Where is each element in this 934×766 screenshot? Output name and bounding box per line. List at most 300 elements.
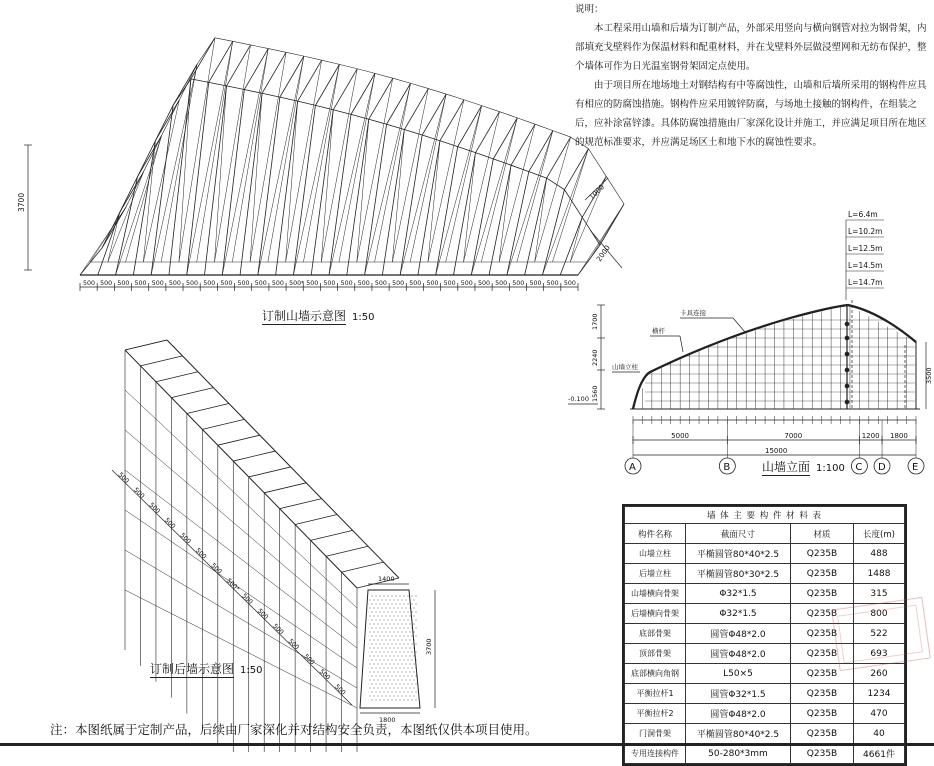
- fill-dot: [408, 700, 409, 701]
- fill-dot: [412, 620, 413, 621]
- gable-column: [329, 114, 351, 275]
- fill-dot: [372, 684, 373, 685]
- fill-dot: [398, 632, 399, 633]
- cell-section: 平椭圆管80*40*2.5: [686, 724, 791, 744]
- fill-dot: [376, 676, 377, 677]
- rear-spacing-label: 500: [286, 637, 301, 652]
- fill-dot: [372, 652, 373, 653]
- gable-top-chord: [304, 56, 322, 60]
- fill-dot: [394, 680, 395, 681]
- fill-dot: [406, 648, 407, 649]
- fill-dot: [380, 628, 381, 629]
- fill-dot: [370, 680, 371, 681]
- cell-material: Q235B: [791, 704, 854, 724]
- gable-top-chord: [102, 212, 120, 248]
- fill-dot: [374, 600, 375, 601]
- fill-dot: [394, 600, 395, 601]
- gable-top-chord: [606, 176, 624, 204]
- cell-section: 50-280*3mm: [686, 744, 791, 764]
- fill-dot: [370, 656, 371, 657]
- gable-rear-column: [499, 124, 535, 262]
- fill-dot: [388, 596, 389, 597]
- fill-dot: [414, 632, 415, 633]
- fill-dot: [384, 596, 385, 597]
- fill-dot: [410, 648, 411, 649]
- gable-rear-column: [535, 137, 571, 262]
- gable-brace: [329, 73, 375, 275]
- gable-top-chord: [517, 118, 535, 124]
- fill-dot: [416, 636, 417, 637]
- length-label: L=6.4m: [848, 210, 878, 219]
- fill-dot: [414, 680, 415, 681]
- spacing-label: 500: [306, 280, 319, 287]
- cell-material: Q235B: [791, 744, 854, 764]
- cell-length: 1234: [854, 684, 905, 704]
- rear-top-rung: [171, 388, 213, 398]
- material-table-title: 墙 体 主 要 构 件 材 料 表: [625, 507, 905, 524]
- fill-dot: [378, 664, 379, 665]
- gable-top-rung: [511, 124, 535, 165]
- header-material: 材质: [791, 524, 854, 544]
- fill-dot: [378, 688, 379, 689]
- gable-top-chord: [535, 124, 553, 130]
- fill-dot: [408, 668, 409, 669]
- fill-dot: [410, 624, 411, 625]
- fill-dot: [400, 684, 401, 685]
- spacing-label: 500: [186, 280, 199, 287]
- rear-spacing-label: 500: [209, 562, 223, 576]
- fill-dot: [382, 680, 383, 681]
- connector-dot: [845, 400, 849, 404]
- gable-top-rung: [387, 83, 411, 124]
- fill-dot: [388, 700, 389, 701]
- spacing-label: 500: [529, 280, 542, 287]
- fill-dot: [408, 676, 409, 677]
- fill-dot: [408, 684, 409, 685]
- fill-dot: [396, 668, 397, 669]
- fill-dot: [416, 612, 417, 613]
- gable-brace: [222, 49, 268, 275]
- fill-dot: [390, 688, 391, 689]
- cell-section: 圆管Φ48*2.0: [686, 644, 791, 664]
- fill-dot: [382, 696, 383, 697]
- cell-material: Q235B: [791, 584, 854, 604]
- spacing-label: 500: [134, 280, 147, 287]
- gable-rear-column: [321, 69, 357, 262]
- spacing-label: 500: [271, 280, 284, 287]
- fill-dot: [374, 608, 375, 609]
- fill-dot: [396, 676, 397, 677]
- gable-top-chord: [493, 159, 511, 165]
- cell-length: 40: [854, 724, 905, 744]
- fill-dot: [390, 624, 391, 625]
- table-row: [625, 644, 905, 664]
- cell-length: 488: [854, 544, 905, 564]
- fill-dot: [404, 700, 405, 701]
- fill-dot: [412, 692, 413, 693]
- fill-dot: [396, 612, 397, 613]
- gable-top-chord: [482, 106, 500, 112]
- gable-top-chord: [333, 110, 351, 115]
- fill-dot: [382, 688, 383, 689]
- cell-section: 平椭圆管80*40*2.5: [686, 544, 791, 564]
- gable-top-chord: [529, 172, 547, 178]
- span-label: 5000: [671, 432, 689, 440]
- axis-label: D: [878, 462, 886, 473]
- fill-dot: [372, 636, 373, 637]
- spacing-label: 500: [203, 280, 216, 287]
- fill-dot: [392, 692, 393, 693]
- fill-dot: [396, 636, 397, 637]
- gable-caption: [262, 307, 374, 324]
- gable-column: [560, 217, 582, 275]
- rear-spacing-label: 500: [116, 471, 131, 485]
- rear-horizontal-rail: [125, 510, 357, 668]
- rear-top-rung: [233, 451, 275, 461]
- spacing-label: 500: [357, 280, 370, 287]
- fill-dot: [406, 656, 407, 657]
- fill-dot: [388, 612, 389, 613]
- fill-dot: [404, 660, 405, 661]
- connector-dot: [845, 336, 849, 340]
- fill-dot: [378, 632, 379, 633]
- fill-dot: [388, 652, 389, 653]
- fill-dot: [412, 652, 413, 653]
- fill-dot: [378, 616, 379, 617]
- fill-dot: [398, 656, 399, 657]
- gable-top-chord: [233, 41, 251, 45]
- rear-spacing-label: 500: [178, 531, 192, 546]
- fill-dot: [386, 608, 387, 609]
- fill-dot: [374, 648, 375, 649]
- gable-column: [507, 172, 529, 275]
- spacing-label: 500: [409, 280, 422, 287]
- fill-dot: [380, 684, 381, 685]
- sheet-border-bottom: [0, 743, 934, 746]
- fill-dot: [406, 640, 407, 641]
- fill-dot: [378, 640, 379, 641]
- fill-dot: [370, 696, 371, 697]
- cell-material: Q235B: [791, 724, 854, 744]
- gable-top-chord: [268, 49, 286, 53]
- spacing-label: 500: [563, 280, 576, 287]
- rear-spacing-label: 500*: [224, 577, 241, 593]
- fill-dot: [398, 688, 399, 689]
- fill-dot: [392, 620, 393, 621]
- spacing-label: 500: [426, 280, 439, 287]
- fill-dot: [394, 648, 395, 649]
- fill-dot: [392, 676, 393, 677]
- fill-dot: [370, 608, 371, 609]
- fill-dot: [384, 628, 385, 629]
- notes-paragraph-2: 由于项目所在地场地土对钢结构有中等腐蚀性，山墙和后墙所采用的钢构件应具有相应的防腐蚀措施。钢构件应采用镀锌防腐，与场地土接触的钢构件，在组装之后，应补涂富锌漆。具体防腐蚀措施由厂家深化设计并施工，并应满足项目所在地区的规范标准要求，并应满足场区土和地下水的腐蚀性要求。: [575, 80, 927, 148]
- gable-top-chord: [227, 86, 245, 90]
- span-label: 7000: [784, 432, 803, 440]
- rear-top-rung: [264, 483, 306, 493]
- fill-dot: [410, 640, 411, 641]
- fill-dot: [374, 664, 375, 665]
- fill-dot: [374, 680, 375, 681]
- rear-wall-dimensions: [112, 470, 435, 724]
- purlin-label: 横杆: [652, 327, 665, 335]
- fill-dot: [416, 684, 417, 685]
- cell-section: Φ32*1.5: [686, 584, 791, 604]
- fill-dot: [374, 632, 375, 633]
- gable-top-chord: [209, 82, 227, 86]
- cell-component: 底部横向角钢: [625, 664, 686, 684]
- span-label: 1800: [890, 432, 908, 440]
- gable-column: [187, 82, 209, 275]
- fill-dot: [400, 660, 401, 661]
- spacing-label: 500: [460, 280, 473, 287]
- fill-dot: [394, 656, 395, 657]
- fill-dot: [372, 628, 373, 629]
- fill-dot: [378, 696, 379, 697]
- notes-title: 说明：: [575, 4, 604, 15]
- fill-dot: [390, 640, 391, 641]
- fill-dot: [400, 636, 401, 637]
- fill-dot: [408, 644, 409, 645]
- fill-dot: [370, 664, 371, 665]
- gable-top-chord: [215, 38, 233, 42]
- fill-dot: [390, 696, 391, 697]
- fill-dot: [376, 636, 377, 637]
- fill-dot: [394, 688, 395, 689]
- fill-dot: [390, 600, 391, 601]
- fill-dot: [384, 684, 385, 685]
- gable-top-rung: [351, 73, 375, 114]
- table-row: [625, 704, 905, 724]
- fill-dot: [400, 692, 401, 693]
- fill-dot: [390, 656, 391, 657]
- fill-dot: [406, 664, 407, 665]
- rear-top-end: [125, 340, 167, 350]
- table-row: [625, 684, 905, 704]
- gable-top-chord: [476, 153, 494, 159]
- cell-length: 315: [854, 584, 905, 604]
- gable-top-chord: [197, 38, 215, 64]
- fill-dot: [396, 620, 397, 621]
- gable-top-chord: [446, 94, 464, 100]
- fill-dot: [372, 612, 373, 613]
- gable-top-rung: [138, 136, 162, 177]
- fill-dot: [404, 676, 405, 677]
- fill-dot: [414, 672, 415, 673]
- fill-dot: [372, 620, 373, 621]
- level-label: -0.100: [568, 395, 589, 403]
- gable-top-rung: [493, 118, 517, 159]
- cell-material: Q235B: [791, 564, 854, 584]
- spacing-label: 500: [83, 280, 96, 287]
- fill-dot: [414, 656, 415, 657]
- fill-dot: [396, 660, 397, 661]
- cell-length: 1488: [854, 564, 905, 584]
- fill-dot: [388, 636, 389, 637]
- fill-dot: [388, 660, 389, 661]
- fill-dot: [388, 620, 389, 621]
- connector-label: 卡具连接: [680, 309, 706, 317]
- fill-dot: [402, 608, 403, 609]
- gable-wall-3d-frame: [80, 38, 624, 275]
- fill-dot: [376, 700, 377, 701]
- fill-dot: [404, 652, 405, 653]
- fill-dot: [400, 620, 401, 621]
- fill-dot: [388, 668, 389, 669]
- gable-top-chord: [251, 45, 269, 49]
- fill-dot: [386, 672, 387, 673]
- gable-top-chord: [162, 100, 180, 136]
- fill-dot: [380, 692, 381, 693]
- spacing-label: 500: [495, 280, 508, 287]
- gable-caption-scale: 1:50: [352, 312, 375, 323]
- fill-dot: [392, 668, 393, 669]
- fill-dot: [386, 696, 387, 697]
- fill-dot: [408, 652, 409, 653]
- fill-dot: [382, 648, 383, 649]
- fill-dot: [382, 656, 383, 657]
- rear-spacing-label: 500: [163, 516, 177, 531]
- fill-dot: [384, 636, 385, 637]
- fill-dot: [412, 596, 413, 597]
- gable-top-chord: [547, 178, 565, 190]
- cell-component: 专用连接构件: [625, 744, 686, 764]
- gable-top-label: 1000: [587, 183, 607, 202]
- fill-dot: [380, 700, 381, 701]
- fill-dot: [398, 616, 399, 617]
- table-row: [625, 664, 905, 684]
- material-table-header-row: [625, 524, 905, 544]
- dim-2240: 2240: [591, 349, 599, 366]
- gable-brace: [578, 204, 624, 275]
- rear-spacing-label: 500: [240, 592, 254, 606]
- fill-dot: [398, 600, 399, 601]
- fill-dot: [372, 660, 373, 661]
- fill-dot: [412, 676, 413, 677]
- fill-dot: [416, 596, 417, 597]
- gable-top-chord: [588, 149, 606, 177]
- fill-dot: [394, 608, 395, 609]
- cell-section: 平椭圆管80*30*2.5: [686, 564, 791, 584]
- fill-dot: [398, 640, 399, 641]
- fill-dot: [382, 664, 383, 665]
- cell-length: 260: [854, 664, 905, 684]
- cell-component: 后墙立柱: [625, 564, 686, 584]
- fill-dot: [374, 640, 375, 641]
- fill-dot: [396, 596, 397, 597]
- gable-depth-label: 2000: [595, 243, 612, 264]
- fill-dot: [416, 644, 417, 645]
- material-table-body: [625, 544, 905, 764]
- gable-brace: [187, 41, 233, 275]
- cell-length: 470: [854, 704, 905, 724]
- fill-dot: [410, 600, 411, 601]
- fill-dot: [416, 604, 417, 605]
- gable-top-chord: [298, 101, 316, 105]
- notes-paragraph-1: 本工程采用山墙和后墙为订制产品，外部采用竖向与横向钢管对拉为钢骨架，内部填充戈壁料作为保温材料和配重材料，并在戈壁料外层做浸塑网和无纺布保护，整个墙体可作为日光温室钢骨架固定点使用。: [575, 23, 927, 72]
- fill-dot: [402, 648, 403, 649]
- fill-dot: [404, 620, 405, 621]
- rear-top-rung: [140, 356, 182, 366]
- fill-dot: [408, 636, 409, 637]
- fill-dot: [382, 616, 383, 617]
- fill-dot: [408, 692, 409, 693]
- spacing-label: 500: [443, 280, 456, 287]
- gable-column: [133, 141, 155, 275]
- cell-component: 山墙立柱: [625, 544, 686, 564]
- axis-label: A: [629, 462, 636, 473]
- fill-dot: [412, 668, 413, 669]
- fill-dot: [380, 636, 381, 637]
- fill-dot: [370, 672, 371, 673]
- spacing-label: 500: [220, 280, 233, 287]
- cell-section: Φ32*1.5: [686, 604, 791, 624]
- table-row: [625, 544, 905, 564]
- fill-dot: [374, 688, 375, 689]
- gable-rear-column: [232, 49, 268, 262]
- rear-top-rung: [249, 467, 291, 477]
- fill-dot: [398, 608, 399, 609]
- gable-rear-column: [303, 64, 339, 262]
- fill-dot: [406, 696, 407, 697]
- fill-dot: [394, 672, 395, 673]
- table-row: [625, 584, 905, 604]
- fill-dot: [398, 664, 399, 665]
- rear-top-rung: [187, 403, 229, 413]
- column-label: 山墙立柱: [612, 363, 638, 371]
- fill-dot: [408, 596, 409, 597]
- cell-material: Q235B: [791, 684, 854, 704]
- fill-dot: [378, 672, 379, 673]
- fill-dot: [400, 676, 401, 677]
- fill-dot: [394, 624, 395, 625]
- fill-dot: [412, 660, 413, 661]
- fill-dot: [410, 688, 411, 689]
- fill-dot: [416, 668, 417, 669]
- table-row: [625, 564, 905, 584]
- dim-3500: 3500: [925, 367, 933, 384]
- fill-dot: [414, 616, 415, 617]
- fill-dot: [392, 628, 393, 629]
- fill-dot: [398, 680, 399, 681]
- rear-top-width-label: 1400: [378, 575, 395, 583]
- spacing-label: 500: [168, 280, 181, 287]
- gable-top-chord: [500, 112, 518, 118]
- fill-dot: [390, 608, 391, 609]
- rear-spacing-label: 500: [147, 501, 162, 516]
- spacing-label: 500: [477, 280, 490, 287]
- rear-horizontal-rail: [125, 470, 357, 648]
- fill-dot: [376, 628, 377, 629]
- fill-dot: [396, 628, 397, 629]
- fill-dot: [370, 616, 371, 617]
- spacing-label: 500: [323, 280, 336, 287]
- elevation-caption: [762, 458, 845, 475]
- rear-top-rung: [202, 419, 244, 429]
- connector-dot: [845, 352, 849, 356]
- fill-dot: [390, 632, 391, 633]
- connector-dot: [845, 368, 849, 372]
- rear-top-rung: [295, 515, 337, 525]
- fill-dot: [384, 692, 385, 693]
- rear-caption: [150, 660, 262, 677]
- gable-top-chord: [357, 69, 375, 74]
- fill-dot: [402, 624, 403, 625]
- fill-dot: [392, 700, 393, 701]
- gable-top-rung: [547, 137, 571, 178]
- rear-top-rung: [326, 546, 368, 556]
- gable-column: [80, 248, 102, 275]
- fill-dot: [414, 648, 415, 649]
